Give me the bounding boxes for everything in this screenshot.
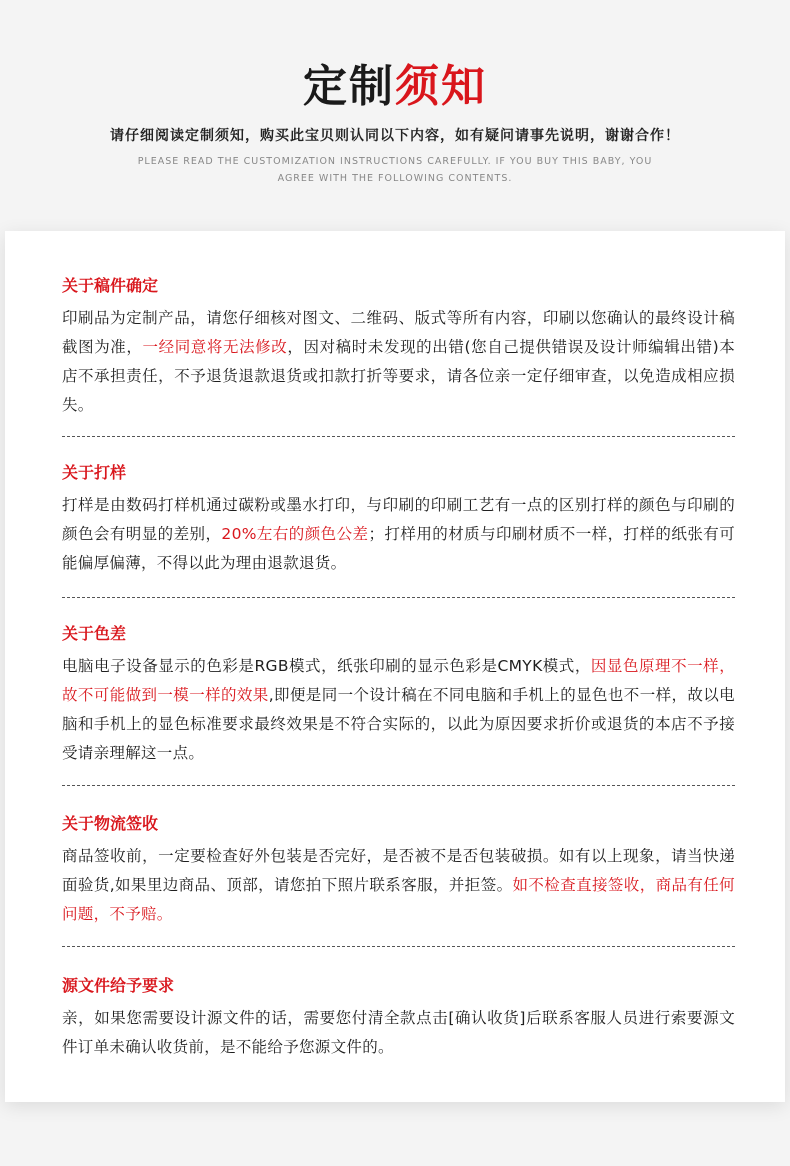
body-text: 印刷品为定制产品，请您仔细核对图文、二维码、版式等所有内容，印刷以您确认的最终设计稿截图为准， xyxy=(62,309,735,356)
section-title: 源文件给予要求 xyxy=(62,976,175,995)
english-notice-line-1: PLEASE READ THE CUSTOMIZATION INSTRUCTIONS CAREFULLY. IF YOU BUY THIS BABY, YOU xyxy=(137,156,653,167)
body-text: 电脑电子设备显示的色彩是RGB模式，纸张印刷的显示色彩是CMYK模式， xyxy=(62,657,591,675)
section-body xyxy=(62,491,735,578)
body-highlight: 一经同意将无法修改 xyxy=(142,338,288,356)
section-title: 关于打样 xyxy=(62,463,127,482)
section-source-files xyxy=(62,976,735,1062)
body-text-continued: ,即便是同一个设计稿在不同电脑和手机上的显色也不一样，故以电脑和手机上的显色标准要求最终效果是不符合实际的，以此为原因要求折价或退货的本店不予接受请亲理解这一点。 xyxy=(62,686,735,762)
section-body xyxy=(62,842,735,929)
body-text: 亲，如果您需要设计源文件的话，需要您付清全款点击[确认收货]后联系客服人员进行索要源文件订单未确认收货前，是不能给予您源文件的。 xyxy=(62,1009,735,1056)
section-proofing xyxy=(62,463,735,578)
english-notice xyxy=(100,153,690,187)
section-title: 关于色差 xyxy=(62,624,127,643)
section-manuscript-confirmation xyxy=(62,276,735,420)
body-highlight: 如不检查直接签收，商品有任何问题，不予赔。 xyxy=(62,876,735,923)
title-black-part: 定制 xyxy=(303,61,395,112)
page-header xyxy=(0,0,790,230)
body-highlight: 因显色原理不一样，故不可能做到一模一样的效果 xyxy=(62,657,735,704)
body-text-continued: ，因对稿时未发现的出错(您自己提供错误及设计师编辑出错)本店不承担责任，不予退货退款退货或扣款打折等要求，请各位亲一定仔细审查，以免造成相应损失。 xyxy=(62,338,736,414)
body-text: 打样是由数码打样机通过碳粉或墨水打印，与印刷的印刷工艺有一点的区别打样的颜色与印刷的颜色会有明显的差别， xyxy=(62,496,735,543)
section-divider xyxy=(62,436,735,437)
section-logistics-receipt xyxy=(62,814,735,929)
section-body xyxy=(62,304,735,420)
body-highlight: 20%左右的颜色公差 xyxy=(221,525,369,543)
section-color-difference xyxy=(62,624,735,768)
body-text: 商品签收前，一定要检查好外包装是否完好，是否被不是否包装破损。如有以上现象，请当快递面验货,如果里边商品、顶部，请您拍下照片联系客服，并拒签。 xyxy=(62,847,735,894)
section-divider xyxy=(62,946,735,947)
body-text-continued: ；打样用的材质与印刷材质不一样，打样的纸张有可能偏厚偏薄，不得以此为理由退款退货。 xyxy=(62,525,735,572)
title-red-part: 须知 xyxy=(395,61,487,112)
notice-card xyxy=(5,231,785,1102)
page-subtitle: 请仔细阅读定制须知，购买此宝贝则认同以下内容，如有疑问请事先说明，谢谢合作！ xyxy=(110,128,680,144)
page-title xyxy=(0,60,790,114)
section-title: 关于稿件确定 xyxy=(62,276,159,295)
english-notice-line-2: AGREE WITH THE FOLLOWING CONTENTS. xyxy=(277,173,513,184)
section-title: 关于物流签收 xyxy=(62,814,159,833)
section-divider xyxy=(62,785,735,786)
section-body xyxy=(62,652,735,768)
section-body xyxy=(62,1004,735,1062)
section-divider xyxy=(62,597,735,598)
